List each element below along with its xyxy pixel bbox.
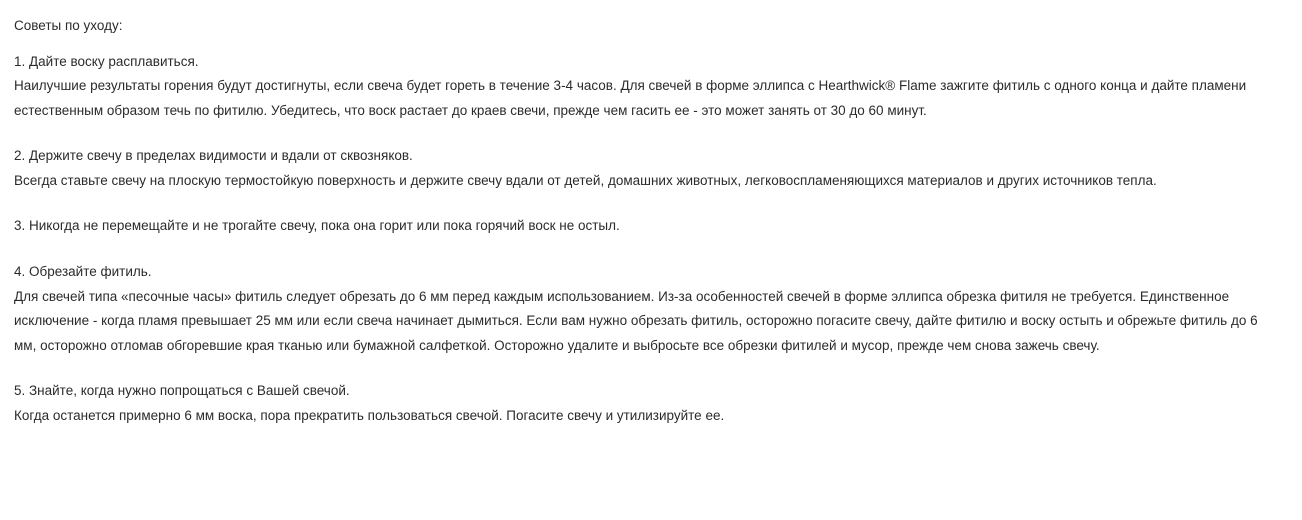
care-tip-2 — [14, 144, 1280, 193]
care-tip-4-body: Для свечей типа «песочные часы» фитиль следует обрезать до 6 мм перед каждым использованием. Из-за особенностей свечей в форме эллипса обрезка фитиля не требуется. Единственное исключение - когда пламя превышает 25 мм или если свеча начинает дымиться. Если вам нужно обрезать фитиль, осторожно погасите свечу, дайте фитилю и воску остыть и обрежьте фитиль до 6 мм, осторожно отломав обгоревшие края тканью или бумажной салфеткой. Осторожно удалите и выбросьте все обрезки фитилей и мусор, прежде чем снова зажечь свечу. — [14, 288, 1258, 353]
care-tip-1 — [14, 50, 1280, 124]
care-tip-2-heading: 2. Держите свечу в пределах видимости и вдали от сквозняков. — [14, 148, 413, 164]
care-tip-5-body: Когда останется примерно 6 мм воска, пора прекратить пользоваться свечой. Погасите свечу и утилизируйте ее. — [14, 407, 725, 423]
care-tip-2-body: Всегда ставьте свечу на плоскую термостойкую поверхность и держите свечу вдали от детей, домашних животных, легковоспламеняющихся материалов и других источников тепла. — [14, 172, 1157, 188]
care-tip-4-heading: 4. Обрезайте фитиль. — [14, 263, 152, 279]
care-tip-5-heading: 5. Знайте, когда нужно попрощаться с Вашей свечой. — [14, 383, 350, 399]
care-tip-4 — [14, 260, 1280, 358]
care-tips-section — [14, 14, 1280, 428]
care-tip-3 — [14, 214, 1280, 239]
care-tip-5 — [14, 379, 1280, 428]
care-tip-1-body: Наилучшие результаты горения будут достигнуты, если свеча будет гореть в течение 3-4 часов. Для свечей в форме эллипса с Hearthwick® Flame зажгите фитиль с одного конца и дайте пламени естественным образом течь по фитилю. Убедитесь, что воск растает до краев свечи, прежде чем гасить ее - это может занять от 30 до 60 минут. — [14, 78, 1247, 118]
care-tip-1-heading: 1. Дайте воску расплавиться. — [14, 53, 199, 69]
care-tip-3-heading: 3. Никогда не перемещайте и не трогайте свечу, пока она горит или пока горячий воск не остыл. — [14, 218, 620, 234]
care-tips-intro: Советы по уходу: — [14, 18, 123, 33]
